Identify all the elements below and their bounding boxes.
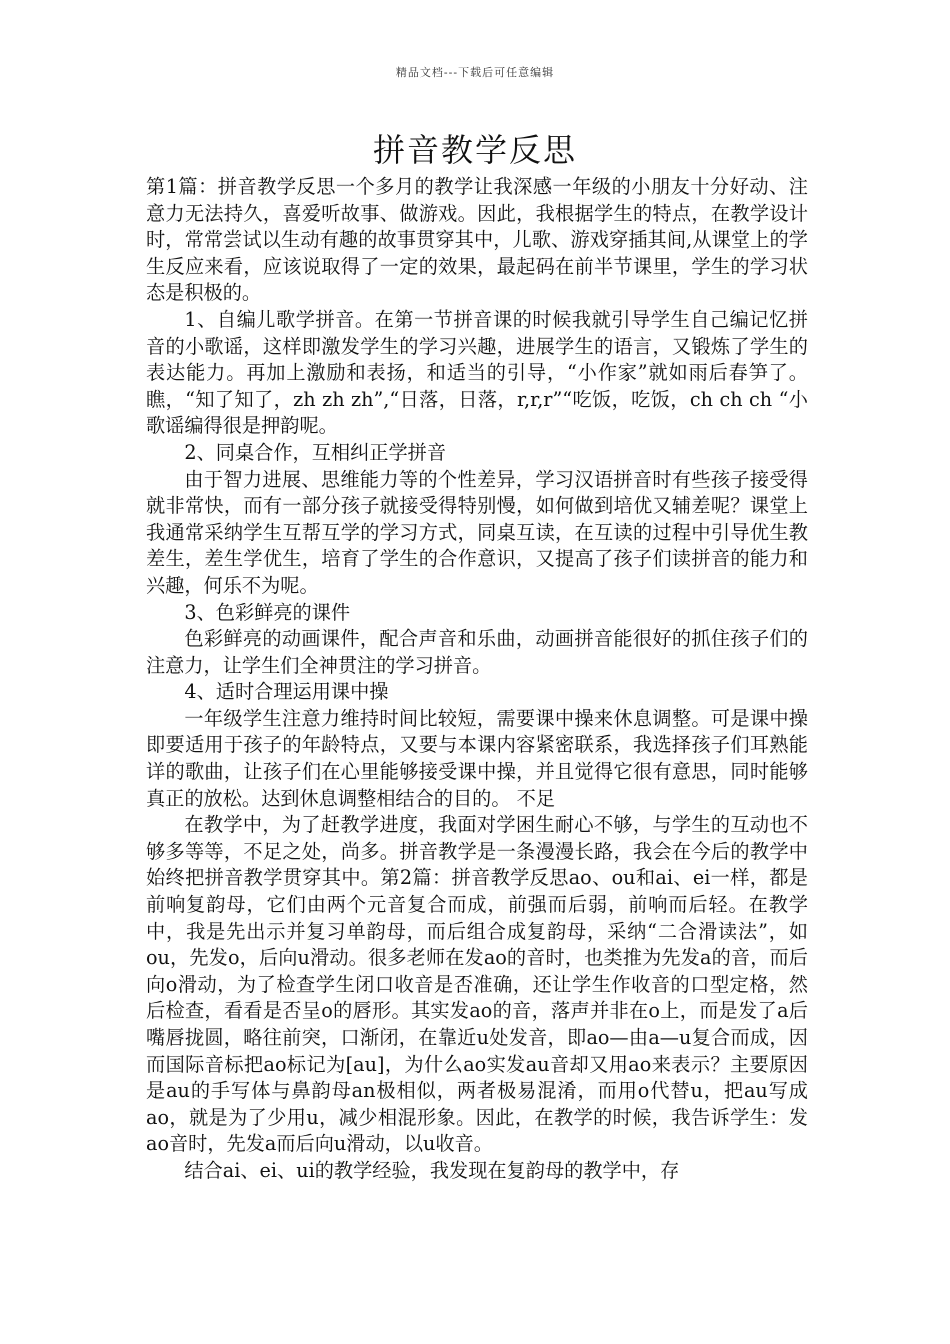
- paragraph: 1、自编儿歌学拼音。在第一节拼音课的时候我就引导学生自己编记忆拼音的小歌谣，这样即激发学生的学习兴趣，进展学生的语言，又锻炼了学生的表达能力。再加上激励和表扬，和适当的引导，“小作家”就如雨后春笋了。瞧，“知了知了，zh zh zh”,“日落，日落，r,r,r”“吃饭，吃饭，ch ch ch “小歌谣编得很是押韵呢。: [146, 307, 808, 438]
- page-header: 精品文档---下载后可任意编辑: [395, 66, 555, 79]
- paragraph: 在教学中，为了赶教学进度，我面对学困生耐心不够，与学生的互动也不够多等等，不足之处，尚多。拼音教学是一条漫漫长路，我会在今后的教学中始终把拼音教学贯穿其中。第2篇：拼音教学反思ao、ou和ai、ei一样，都是前响复韵母，它们由两个元音复合而成，前强而后弱，前响而后轻。在教学中，我是先出示并复习单韵母，而后组合成复韵母，采纳“二合滑读法”，如ou，先发o，后向u滑动。很多老师在发ao的音时，也类推为先发a的音，而后向o滑动，为了检查学生闭口收音是否准确，还让学生作收音的口型定格，然后检查，看看是否呈o的唇形。其实发ao的音，落声并非在o上，而是发了a后嘴唇拢圆，略往前突，口渐闭，在靠近u处发音，即ao—由a—u复合而成，因而国际音标把ao标记为[au]，为什么ao实发au音却又用ao来表示？主要原因是au的手写体与鼻韵母an极相似，两者极易混淆，而用o代替u，把au写成ao，就是为了少用u，减少相混形象。因此，在教学的时候，我告诉学生：发ao音时，先发a而后向u滑动，以u收音。: [146, 813, 808, 1156]
- paragraph: 由于智力进展、思维能力等的个性差异，学习汉语拼音时有些孩子接受得就非常快，而有一部分孩子就接受得特别慢，如何做到培优又辅差呢？课堂上我通常采纳学生互帮互学的学习方式，同桌互读，在互读的过程中引导优生教差生，差生学优生，培育了学生的合作意识，又提高了孩子们读拼音的能力和兴趣，何乐不为呢。: [146, 467, 808, 597]
- document-title: 拼音教学反思: [372, 131, 577, 169]
- section-heading: 4、适时合理运用课中操: [184, 680, 389, 704]
- paragraph: 结合ai、ei、ui的教学经验，我发现在复韵母的教学中，存: [184, 1158, 680, 1182]
- section-heading: 2、同桌合作，互相纠正学拼音: [184, 440, 447, 464]
- paragraph: 色彩鲜亮的动画课件，配合声音和乐曲，动画拼音能很好的抓住孩子们的注意力，让学生们全神贯注的学习拼音。: [146, 627, 808, 677]
- document-body: [146, 174, 808, 1185]
- section-heading: 3、色彩鲜亮的课件: [184, 600, 351, 624]
- paragraph: 一年级学生注意力维持时间比较短，需要课中操来休息调整。可是课中操即要适用于孩子的年龄特点，又要与本课内容紧密联系，我选择孩子们耳熟能详的歌曲，让孩子们在心里能够接受课中操，并且觉得它很有意思，同时能够真正的放松。达到休息调整相结合的目的。 不足: [146, 706, 808, 810]
- paragraph: 第1篇：拼音教学反思一个多月的教学让我深感一年级的小朋友十分好动、注意力无法持久，喜爱听故事、做游戏。因此，我根据学生的特点，在教学设计时，常常尝试以生动有趣的故事贯穿其中，儿歌、游戏穿插其间,从课堂上的学生反应来看，应该说取得了一定的效果，最起码在前半节课里，学生的学习状态是积极的。: [146, 175, 808, 305]
